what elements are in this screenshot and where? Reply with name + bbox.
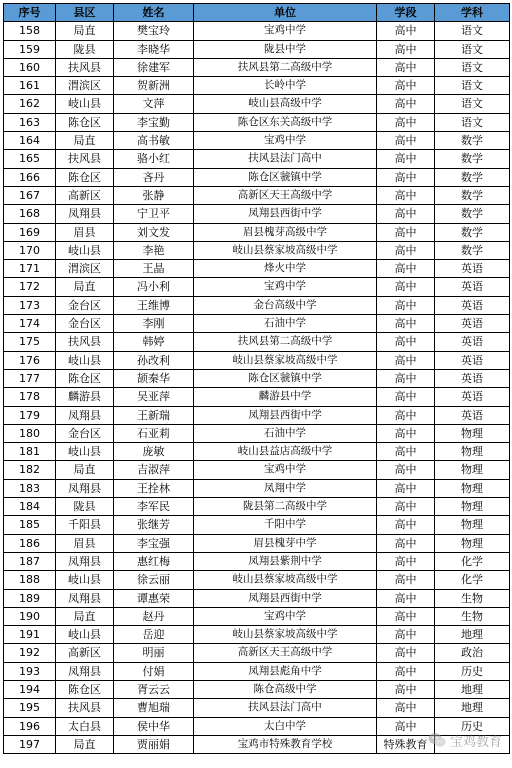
cell-district: 眉县 xyxy=(56,223,114,241)
cell-stage: 高中 xyxy=(377,22,435,40)
cell-name: 侯中华 xyxy=(114,717,194,735)
cell-district: 金台区 xyxy=(56,296,114,314)
cell-school: 凤翔县彪角中学 xyxy=(194,662,377,680)
cell-stage: 高中 xyxy=(377,315,435,333)
cell-stage: 高中 xyxy=(377,717,435,735)
cell-subject: 地理 xyxy=(435,626,510,644)
cell-school: 高新区天王高级中学 xyxy=(194,186,377,204)
cell-district: 局直 xyxy=(56,278,114,296)
cell-district: 渭滨区 xyxy=(56,77,114,95)
cell-index: 181 xyxy=(4,443,56,461)
cell-subject: 语文 xyxy=(435,113,510,131)
cell-subject: 数学 xyxy=(435,186,510,204)
cell-school: 高新区天王高级中学 xyxy=(194,644,377,662)
cell-name: 刘文发 xyxy=(114,223,194,241)
cell-school: 陇县中学 xyxy=(194,40,377,58)
cell-school: 岐山县高级中学 xyxy=(194,95,377,113)
table-row xyxy=(4,351,510,369)
cell-subject: 数学 xyxy=(435,205,510,223)
cell-school: 陈仓高级中学 xyxy=(194,680,377,698)
cell-stage: 高中 xyxy=(377,223,435,241)
col-header-stage: 学段 xyxy=(377,4,435,22)
cell-district: 局直 xyxy=(56,461,114,479)
cell-subject: 英语 xyxy=(435,333,510,351)
cell-school: 岐山县蔡家坡高级中学 xyxy=(194,571,377,589)
cell-subject: 历史 xyxy=(435,717,510,735)
cell-stage: 高中 xyxy=(377,241,435,259)
cell-stage: 高中 xyxy=(377,680,435,698)
cell-stage: 高中 xyxy=(377,424,435,442)
cell-school: 眉县槐芽高级中学 xyxy=(194,223,377,241)
cell-district: 麟游县 xyxy=(56,388,114,406)
cell-index: 195 xyxy=(4,699,56,717)
cell-subject: 语文 xyxy=(435,58,510,76)
cell-stage: 高中 xyxy=(377,571,435,589)
cell-school: 凤翔县紫荆中学 xyxy=(194,552,377,570)
cell-school: 岐山县蔡家坡高级中学 xyxy=(194,626,377,644)
cell-school: 岐山县蔡家坡高级中学 xyxy=(194,351,377,369)
table-row xyxy=(4,443,510,461)
table-row xyxy=(4,680,510,698)
cell-index: 179 xyxy=(4,406,56,424)
cell-district: 金台区 xyxy=(56,315,114,333)
cell-index: 183 xyxy=(4,479,56,497)
cell-district: 扶风县 xyxy=(56,699,114,717)
cell-index: 162 xyxy=(4,95,56,113)
cell-district: 岐山县 xyxy=(56,443,114,461)
cell-subject: 英语 xyxy=(435,351,510,369)
cell-school: 扶风县法门高中 xyxy=(194,150,377,168)
cell-district: 扶风县 xyxy=(56,150,114,168)
cell-subject: 数学 xyxy=(435,132,510,150)
table-row xyxy=(4,241,510,259)
table-row xyxy=(4,369,510,387)
cell-name: 付娟 xyxy=(114,662,194,680)
cell-name: 宁卫平 xyxy=(114,205,194,223)
cell-stage: 高中 xyxy=(377,95,435,113)
cell-stage: 高中 xyxy=(377,443,435,461)
cell-subject: 英语 xyxy=(435,278,510,296)
cell-stage: 高中 xyxy=(377,260,435,278)
cell-name: 王新瑞 xyxy=(114,406,194,424)
table-row xyxy=(4,461,510,479)
roster-body xyxy=(4,22,510,754)
cell-district: 千阳县 xyxy=(56,516,114,534)
cell-stage: 高中 xyxy=(377,626,435,644)
cell-school: 长岭中学 xyxy=(194,77,377,95)
watermark-text: 宝鸡教育 xyxy=(449,734,502,750)
wechat-icon xyxy=(428,732,446,748)
cell-name: 张静 xyxy=(114,186,194,204)
cell-index: 185 xyxy=(4,516,56,534)
cell-school: 太白中学 xyxy=(194,717,377,735)
cell-stage: 高中 xyxy=(377,278,435,296)
cell-name: 徐云丽 xyxy=(114,571,194,589)
cell-index: 166 xyxy=(4,168,56,186)
table-row xyxy=(4,77,510,95)
cell-name: 李艳 xyxy=(114,241,194,259)
cell-district: 金台区 xyxy=(56,424,114,442)
cell-stage: 高中 xyxy=(377,607,435,625)
cell-stage: 高中 xyxy=(377,498,435,516)
table-row xyxy=(4,296,510,314)
cell-subject: 数学 xyxy=(435,223,510,241)
cell-subject: 物理 xyxy=(435,424,510,442)
cell-subject: 英语 xyxy=(435,315,510,333)
cell-subject: 物理 xyxy=(435,534,510,552)
cell-subject: 语文 xyxy=(435,95,510,113)
cell-index: 180 xyxy=(4,424,56,442)
cell-district: 扶风县 xyxy=(56,333,114,351)
cell-index: 158 xyxy=(4,22,56,40)
cell-subject: 英语 xyxy=(435,260,510,278)
cell-school: 眉县槐芽中学 xyxy=(194,534,377,552)
table-row xyxy=(4,132,510,150)
cell-name: 谭惠荣 xyxy=(114,589,194,607)
cell-stage: 特殊教育 xyxy=(377,735,435,753)
cell-subject: 数学 xyxy=(435,241,510,259)
cell-name: 李晓华 xyxy=(114,40,194,58)
cell-name: 李宝强 xyxy=(114,534,194,552)
cell-district: 局直 xyxy=(56,735,114,753)
cell-index: 189 xyxy=(4,589,56,607)
cell-index: 159 xyxy=(4,40,56,58)
cell-district: 太白县 xyxy=(56,717,114,735)
table-row xyxy=(4,150,510,168)
cell-school: 麟游县中学 xyxy=(194,388,377,406)
cell-index: 187 xyxy=(4,552,56,570)
cell-name: 李军民 xyxy=(114,498,194,516)
cell-index: 191 xyxy=(4,626,56,644)
table-row xyxy=(4,186,510,204)
cell-stage: 高中 xyxy=(377,406,435,424)
cell-subject: 物理 xyxy=(435,479,510,497)
cell-district: 岐山县 xyxy=(56,571,114,589)
cell-name: 徐建军 xyxy=(114,58,194,76)
cell-school: 扶风县法门高中 xyxy=(194,699,377,717)
col-header-subject: 学科 xyxy=(435,4,510,22)
cell-school: 扶风县第二高级中学 xyxy=(194,333,377,351)
cell-school: 扶风县第二高级中学 xyxy=(194,58,377,76)
cell-index: 164 xyxy=(4,132,56,150)
cell-district: 岐山县 xyxy=(56,626,114,644)
table-row xyxy=(4,607,510,625)
table-row xyxy=(4,498,510,516)
cell-school: 石油中学 xyxy=(194,315,377,333)
table-row xyxy=(4,95,510,113)
cell-subject: 英语 xyxy=(435,406,510,424)
cell-subject: 英语 xyxy=(435,388,510,406)
cell-stage: 高中 xyxy=(377,77,435,95)
cell-name: 贾丽娟 xyxy=(114,735,194,753)
table-row xyxy=(4,58,510,76)
cell-index: 176 xyxy=(4,351,56,369)
cell-school: 宝鸡市特殊教育学校 xyxy=(194,735,377,753)
cell-stage: 高中 xyxy=(377,369,435,387)
cell-district: 凤翔县 xyxy=(56,589,114,607)
cell-stage: 高中 xyxy=(377,516,435,534)
cell-district: 凤翔县 xyxy=(56,662,114,680)
cell-school: 陈仓区虢镇中学 xyxy=(194,168,377,186)
table-row xyxy=(4,333,510,351)
cell-index: 177 xyxy=(4,369,56,387)
cell-district: 岐山县 xyxy=(56,351,114,369)
cell-subject: 生物 xyxy=(435,607,510,625)
cell-school: 金台高级中学 xyxy=(194,296,377,314)
cell-subject: 语文 xyxy=(435,22,510,40)
cell-index: 169 xyxy=(4,223,56,241)
cell-index: 165 xyxy=(4,150,56,168)
cell-stage: 高中 xyxy=(377,461,435,479)
cell-stage: 高中 xyxy=(377,296,435,314)
cell-index: 170 xyxy=(4,241,56,259)
cell-stage: 高中 xyxy=(377,40,435,58)
table-row xyxy=(4,40,510,58)
table-row xyxy=(4,626,510,644)
cell-index: 178 xyxy=(4,388,56,406)
cell-district: 高新区 xyxy=(56,186,114,204)
cell-school: 凤翔县西街中学 xyxy=(194,205,377,223)
cell-name: 骆小红 xyxy=(114,150,194,168)
cell-district: 局直 xyxy=(56,607,114,625)
table-row xyxy=(4,113,510,131)
cell-name: 冯小利 xyxy=(114,278,194,296)
table-row xyxy=(4,662,510,680)
table-row xyxy=(4,644,510,662)
header-row xyxy=(4,4,510,22)
table-row xyxy=(4,571,510,589)
cell-school: 凤翔县西街中学 xyxy=(194,406,377,424)
cell-district: 陈仓区 xyxy=(56,113,114,131)
cell-index: 194 xyxy=(4,680,56,698)
cell-name: 王晶 xyxy=(114,260,194,278)
table-row xyxy=(4,223,510,241)
table-row xyxy=(4,22,510,40)
cell-district: 局直 xyxy=(56,22,114,40)
cell-district: 眉县 xyxy=(56,534,114,552)
cell-index: 182 xyxy=(4,461,56,479)
cell-name: 孙改利 xyxy=(114,351,194,369)
cell-name: 明丽 xyxy=(114,644,194,662)
cell-district: 局直 xyxy=(56,132,114,150)
cell-name: 惠红梅 xyxy=(114,552,194,570)
cell-district: 陈仓区 xyxy=(56,168,114,186)
cell-stage: 高中 xyxy=(377,58,435,76)
cell-name: 樊宝玲 xyxy=(114,22,194,40)
cell-school: 凤翔中学 xyxy=(194,479,377,497)
cell-stage: 高中 xyxy=(377,186,435,204)
cell-index: 163 xyxy=(4,113,56,131)
cell-school: 石油中学 xyxy=(194,424,377,442)
cell-subject: 地理 xyxy=(435,699,510,717)
table-row xyxy=(4,168,510,186)
cell-subject: 物理 xyxy=(435,498,510,516)
table-row xyxy=(4,278,510,296)
cell-school: 宝鸡中学 xyxy=(194,132,377,150)
cell-stage: 高中 xyxy=(377,479,435,497)
cell-subject: 政治 xyxy=(435,644,510,662)
cell-school: 千阳中学 xyxy=(194,516,377,534)
cell-name: 韩婷 xyxy=(114,333,194,351)
cell-name: 庞敏 xyxy=(114,443,194,461)
cell-name: 李宝勤 xyxy=(114,113,194,131)
col-header-index: 序号 xyxy=(4,4,56,22)
cell-name: 吴亚萍 xyxy=(114,388,194,406)
cell-stage: 高中 xyxy=(377,388,435,406)
cell-school: 宝鸡中学 xyxy=(194,607,377,625)
cell-subject: 地理 xyxy=(435,680,510,698)
cell-subject: 化学 xyxy=(435,552,510,570)
cell-index: 168 xyxy=(4,205,56,223)
cell-subject: 生物 xyxy=(435,589,510,607)
cell-subject: 数学 xyxy=(435,150,510,168)
cell-subject: 物理 xyxy=(435,461,510,479)
cell-stage: 高中 xyxy=(377,699,435,717)
table-row xyxy=(4,424,510,442)
cell-index: 186 xyxy=(4,534,56,552)
cell-district: 凤翔县 xyxy=(56,552,114,570)
cell-stage: 高中 xyxy=(377,113,435,131)
table-row xyxy=(4,516,510,534)
cell-subject: 物理 xyxy=(435,443,510,461)
col-header-district: 县区 xyxy=(56,4,114,22)
cell-stage: 高中 xyxy=(377,333,435,351)
cell-stage: 高中 xyxy=(377,205,435,223)
cell-district: 渭滨区 xyxy=(56,260,114,278)
cell-index: 172 xyxy=(4,278,56,296)
cell-subject: 英语 xyxy=(435,369,510,387)
cell-name: 吉淑萍 xyxy=(114,461,194,479)
cell-index: 184 xyxy=(4,498,56,516)
cell-name: 李刚 xyxy=(114,315,194,333)
cell-stage: 高中 xyxy=(377,168,435,186)
cell-district: 凤翔县 xyxy=(56,205,114,223)
cell-name: 曹旭瑞 xyxy=(114,699,194,717)
col-header-name: 姓名 xyxy=(114,4,194,22)
cell-district: 岐山县 xyxy=(56,241,114,259)
cell-stage: 高中 xyxy=(377,589,435,607)
cell-stage: 高中 xyxy=(377,132,435,150)
cell-name: 贺新洲 xyxy=(114,77,194,95)
cell-stage: 高中 xyxy=(377,150,435,168)
cell-subject: 物理 xyxy=(435,516,510,534)
cell-school: 陇县第二高级中学 xyxy=(194,498,377,516)
cell-name: 胥云云 xyxy=(114,680,194,698)
cell-index: 192 xyxy=(4,644,56,662)
cell-name: 王拴林 xyxy=(114,479,194,497)
cell-stage: 高中 xyxy=(377,534,435,552)
cell-name: 文萍 xyxy=(114,95,194,113)
cell-name: 张继芳 xyxy=(114,516,194,534)
cell-district: 扶风县 xyxy=(56,58,114,76)
cell-subject: 数学 xyxy=(435,168,510,186)
table-row xyxy=(4,406,510,424)
watermark xyxy=(428,730,502,750)
cell-school: 烽火中学 xyxy=(194,260,377,278)
cell-school: 陈仓区虢镇中学 xyxy=(194,369,377,387)
col-header-school: 单位 xyxy=(194,4,377,22)
cell-index: 193 xyxy=(4,662,56,680)
cell-name: 颉秦华 xyxy=(114,369,194,387)
cell-index: 173 xyxy=(4,296,56,314)
table-row xyxy=(4,260,510,278)
table-row xyxy=(4,589,510,607)
table-row xyxy=(4,534,510,552)
table-row xyxy=(4,479,510,497)
cell-subject: 语文 xyxy=(435,40,510,58)
cell-index: 197 xyxy=(4,735,56,753)
cell-district: 凤翔县 xyxy=(56,406,114,424)
teacher-roster-table xyxy=(3,3,510,754)
cell-school: 宝鸡中学 xyxy=(194,22,377,40)
table-row xyxy=(4,552,510,570)
cell-name: 高书敏 xyxy=(114,132,194,150)
table-row xyxy=(4,388,510,406)
cell-index: 160 xyxy=(4,58,56,76)
cell-stage: 高中 xyxy=(377,351,435,369)
cell-district: 陇县 xyxy=(56,498,114,516)
cell-index: 161 xyxy=(4,77,56,95)
cell-district: 岐山县 xyxy=(56,95,114,113)
table-row xyxy=(4,205,510,223)
cell-index: 171 xyxy=(4,260,56,278)
cell-name: 王维博 xyxy=(114,296,194,314)
cell-name: 赵丹 xyxy=(114,607,194,625)
cell-district: 凤翔县 xyxy=(56,479,114,497)
cell-school: 宝鸡中学 xyxy=(194,278,377,296)
cell-district: 陈仓区 xyxy=(56,369,114,387)
cell-name: 石亚莉 xyxy=(114,424,194,442)
cell-school: 岐山县蔡家坡高级中学 xyxy=(194,241,377,259)
cell-index: 175 xyxy=(4,333,56,351)
cell-name: 岳迎 xyxy=(114,626,194,644)
cell-school: 宝鸡中学 xyxy=(194,461,377,479)
cell-stage: 高中 xyxy=(377,662,435,680)
cell-subject: 英语 xyxy=(435,296,510,314)
cell-index: 174 xyxy=(4,315,56,333)
cell-subject: 化学 xyxy=(435,571,510,589)
cell-subject: 历史 xyxy=(435,662,510,680)
cell-school: 陈仓区东关高级中学 xyxy=(194,113,377,131)
cell-stage: 高中 xyxy=(377,552,435,570)
table-row xyxy=(4,315,510,333)
cell-district: 陇县 xyxy=(56,40,114,58)
cell-index: 188 xyxy=(4,571,56,589)
cell-district: 陈仓区 xyxy=(56,680,114,698)
cell-district: 高新区 xyxy=(56,644,114,662)
cell-name: 吝丹 xyxy=(114,168,194,186)
cell-subject: 语文 xyxy=(435,77,510,95)
cell-index: 167 xyxy=(4,186,56,204)
table-row xyxy=(4,699,510,717)
cell-school: 岐山县益店高级中学 xyxy=(194,443,377,461)
cell-index: 190 xyxy=(4,607,56,625)
cell-school: 凤翔县西街中学 xyxy=(194,589,377,607)
cell-stage: 高中 xyxy=(377,644,435,662)
cell-index: 196 xyxy=(4,717,56,735)
